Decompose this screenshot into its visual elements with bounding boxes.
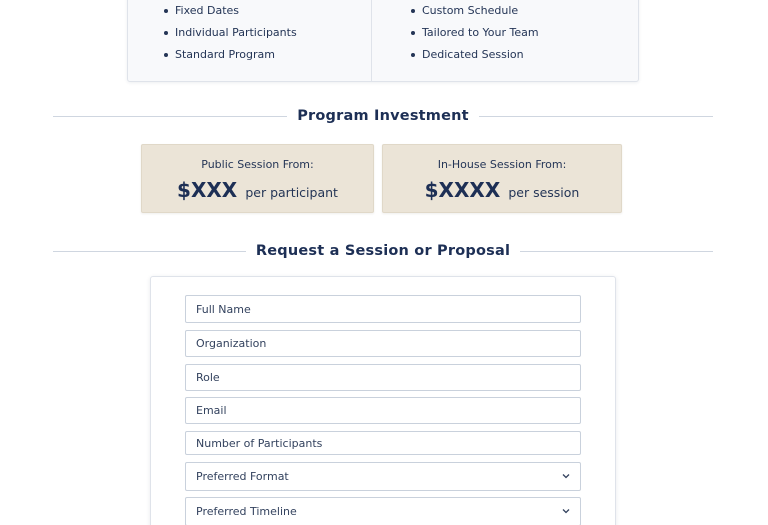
investment-heading xyxy=(53,106,713,126)
request-heading xyxy=(53,241,713,261)
participants-input[interactable] xyxy=(185,431,581,455)
public-price-line xyxy=(142,178,373,202)
full-name-placeholder: Full Name xyxy=(196,302,251,316)
public-price-amount: $XXX xyxy=(177,178,238,202)
investment-heading-text: Program Investment xyxy=(297,108,469,124)
heading-rule-left xyxy=(53,251,246,252)
bullet-icon xyxy=(164,53,168,57)
list-item: Standard Program xyxy=(164,48,275,61)
preferred-format-select[interactable] xyxy=(185,462,581,491)
format-comparison-card xyxy=(127,0,639,82)
email-input[interactable] xyxy=(185,397,581,424)
bullet-icon xyxy=(411,53,415,57)
request-heading-text: Request a Session or Proposal xyxy=(255,243,511,259)
preferred-format-value: Preferred Format xyxy=(196,470,289,483)
bullet-icon xyxy=(411,9,415,13)
inhouse-price-amount: $XXXX xyxy=(424,178,501,202)
inhouse-price-label: In-House Session From: xyxy=(437,158,567,171)
column-divider xyxy=(371,0,372,81)
preferred-timeline-select[interactable] xyxy=(185,497,581,525)
organization-input[interactable] xyxy=(185,330,581,357)
bullet-icon xyxy=(164,31,168,35)
public-price-label: Public Session From: xyxy=(201,158,314,171)
bullet-icon xyxy=(164,9,168,13)
list-item: Tailored to Your Team xyxy=(411,26,539,39)
list-item: Dedicated Session xyxy=(411,48,524,61)
role-placeholder: Role xyxy=(196,371,220,384)
preferred-timeline-value: Preferred Timeline xyxy=(196,505,297,518)
inhouse-price-unit: per session xyxy=(508,185,580,200)
list-item: Individual Participants xyxy=(164,26,297,39)
organization-placeholder: Organization xyxy=(196,337,267,350)
participants-placeholder: Number of Participants xyxy=(196,436,323,450)
heading-rule-right xyxy=(479,116,713,117)
inhouse-price-card xyxy=(382,144,622,213)
public-price-unit: per participant xyxy=(245,185,338,200)
email-placeholder: Email xyxy=(196,404,227,417)
heading-rule-left xyxy=(53,116,287,117)
full-name-input[interactable] xyxy=(185,295,581,323)
heading-rule-right xyxy=(520,251,713,252)
public-price-card xyxy=(141,144,374,213)
list-item: Fixed Dates xyxy=(164,4,239,17)
inhouse-price-line xyxy=(383,178,621,202)
chevron-down-icon xyxy=(561,471,571,481)
list-item: Custom Schedule xyxy=(411,4,518,17)
chevron-down-icon xyxy=(561,506,571,516)
role-input[interactable] xyxy=(185,364,581,391)
bullet-icon xyxy=(411,31,415,35)
